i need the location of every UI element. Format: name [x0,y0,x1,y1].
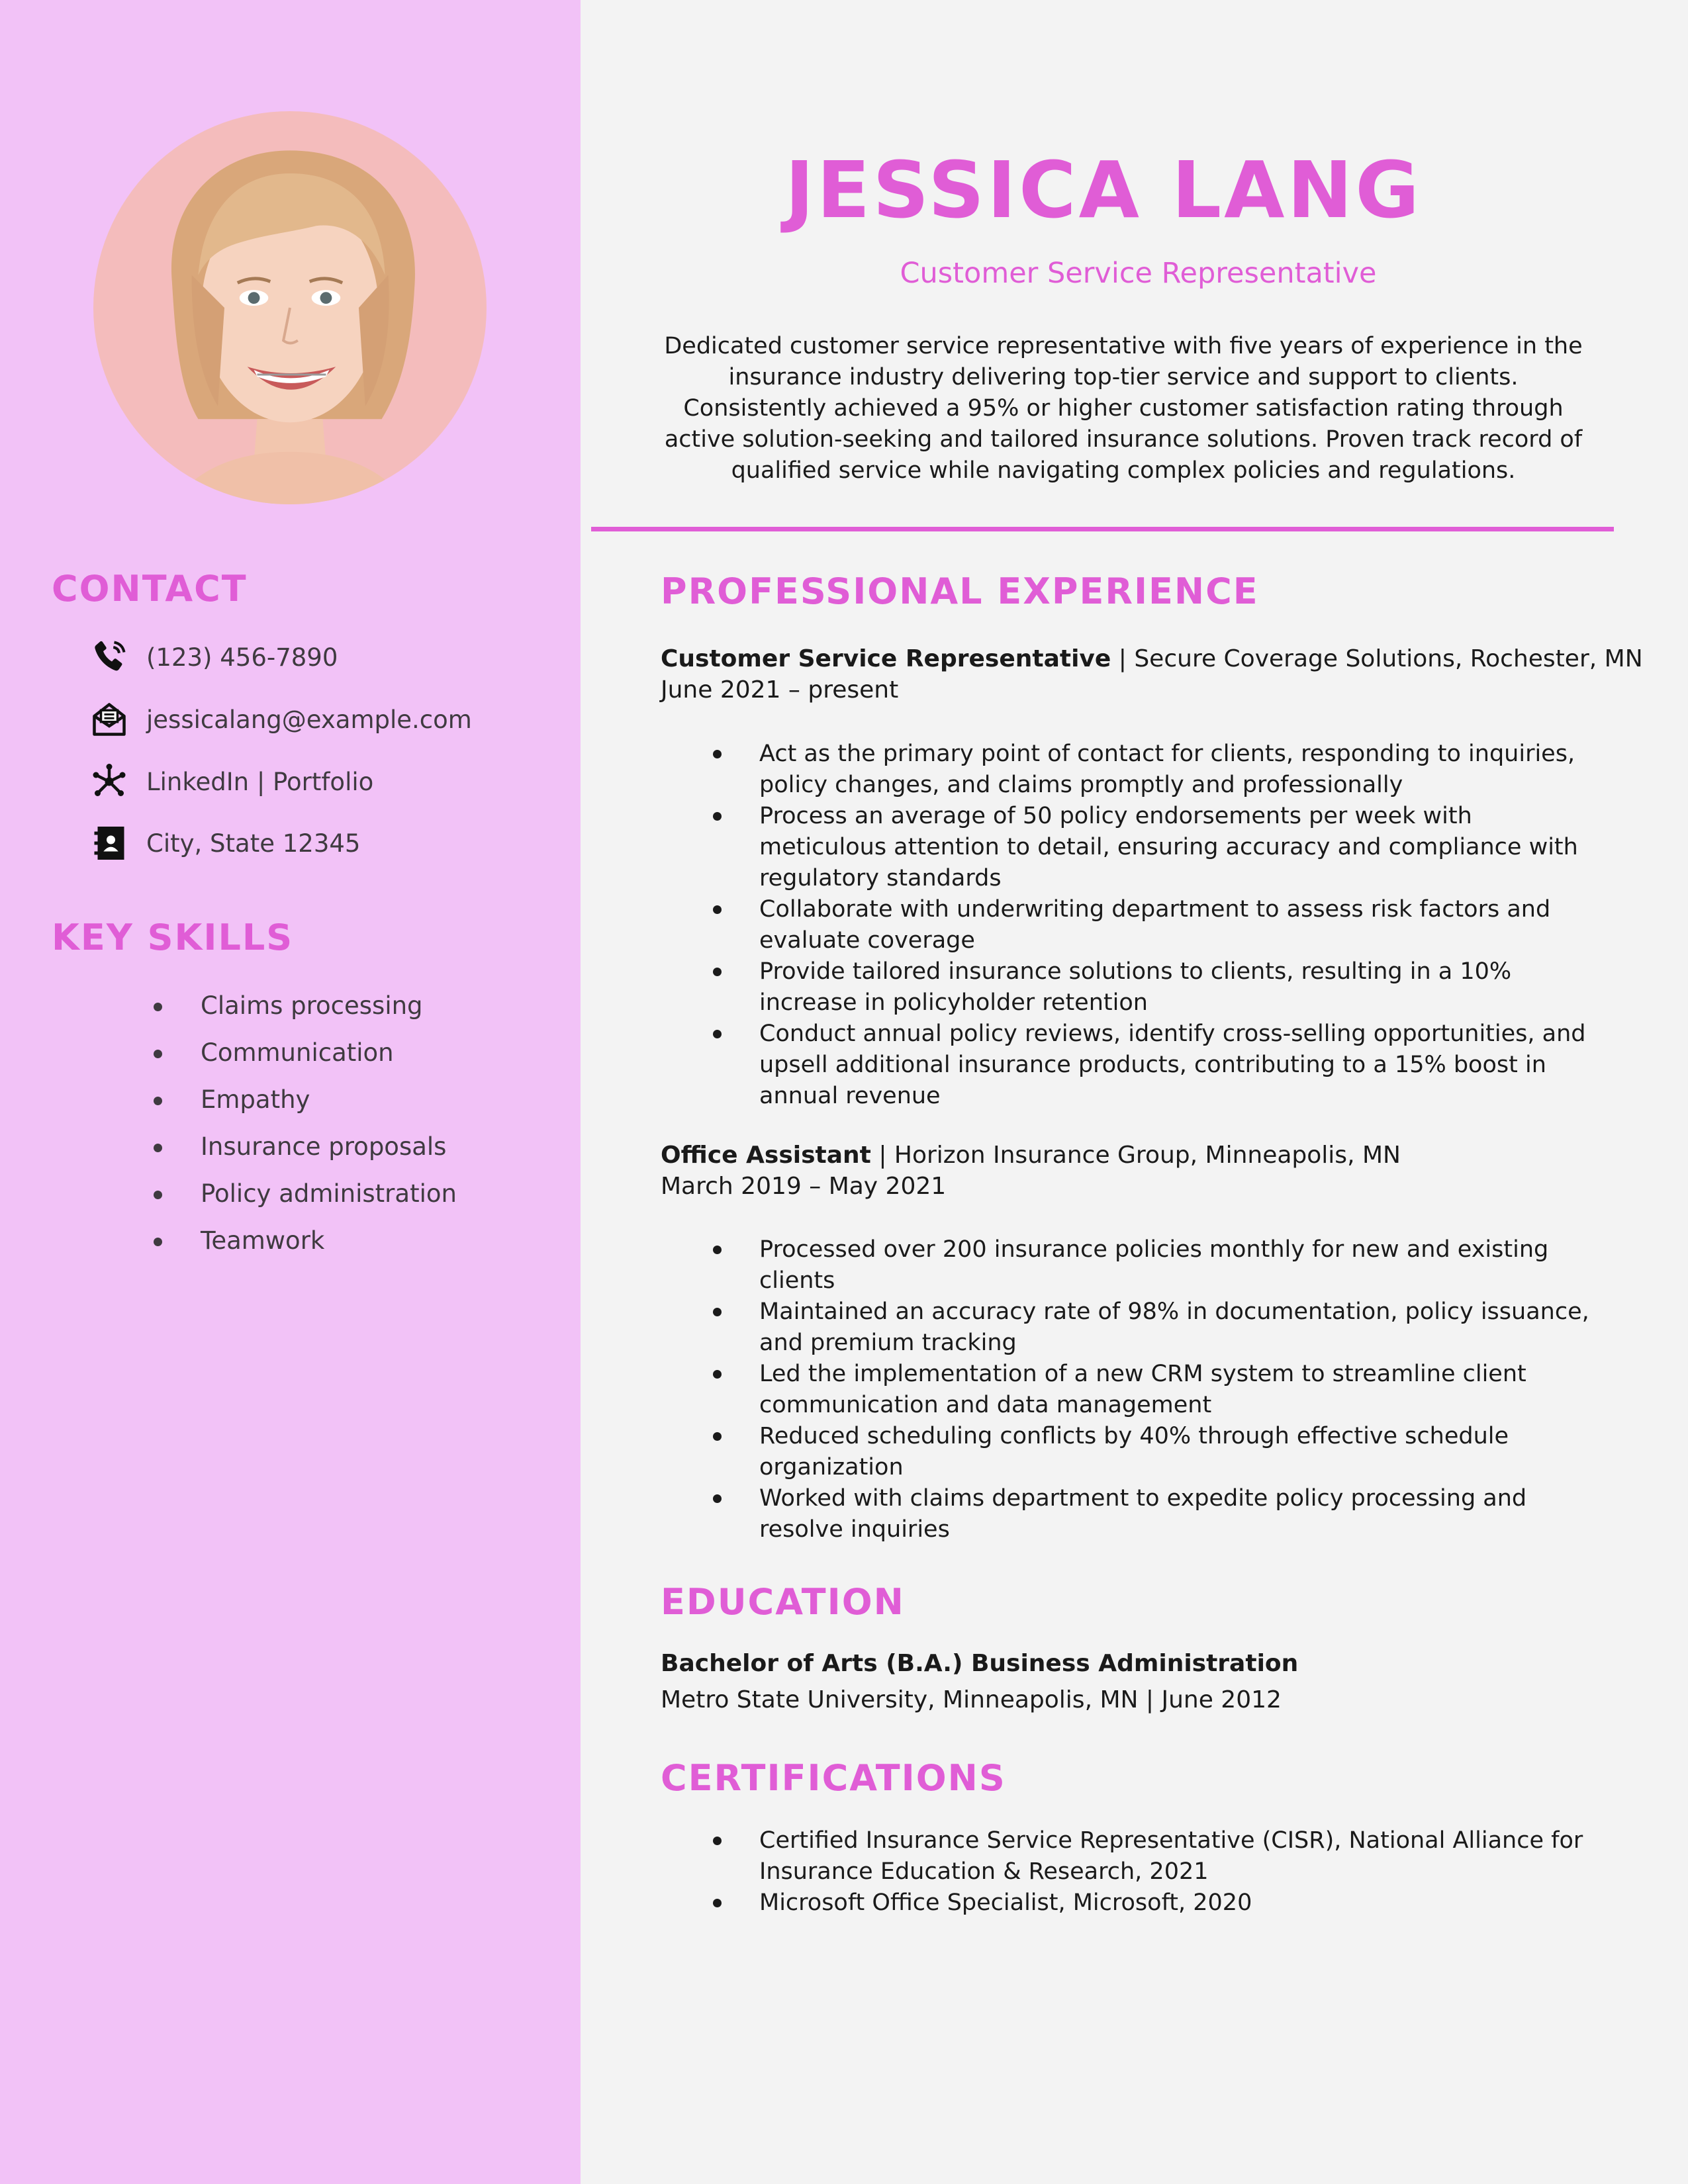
bullet-line: Processed over 200 insurance policies monthly for new and existing [759,1236,1549,1263]
bullet-line: communication and data management [759,1392,1212,1418]
certification-item [759,1825,1583,1888]
experience-heading: PROFESSIONAL EXPERIENCE [661,570,1259,612]
certification-item [759,1888,1583,1919]
job-bullet [759,801,1585,894]
bullet-line: annual revenue [759,1083,941,1109]
bullet-line: policy changes, and claims promptly and professionally [759,772,1403,798]
job-dates: March 2019 – May 2021 [661,1173,947,1200]
network-icon [89,762,129,801]
bullet-line: Worked with claims department to expedite policy processing and [759,1485,1527,1512]
job-company: | Horizon Insurance Group, Minneapolis, MN [870,1142,1401,1169]
bullet-line: increase in policyholder retention [759,989,1148,1016]
contact-links [89,762,373,801]
bullet-line: evaluate coverage [759,927,975,954]
bullet-line: Maintained an accuracy rate of 98% in documentation, policy issuance, [759,1298,1589,1325]
job-company: | Secure Coverage Solutions, Rochester, MN [1111,645,1643,672]
bullet-line: Certified Insurance Service Representative (CISR), National Alliance for [759,1827,1583,1854]
skill-item: Claims processing [151,986,457,1033]
bullet-line: Microsoft Office Specialist, Microsoft, 2020 [759,1889,1252,1916]
certifications-heading: CERTIFICATIONS [661,1757,1006,1799]
summary [657,331,1590,486]
bullet-line: upsell additional insurance products, contributing to a 15% boost in [759,1052,1546,1078]
job-bullets [759,739,1585,1112]
address-book-icon [89,823,129,863]
education-heading: EDUCATION [661,1581,905,1623]
email-text[interactable]: jessicalang@example.com [146,705,472,734]
bullet-line: Collaborate with underwriting department to assess risk factors and [759,896,1551,923]
job-bullet [759,1483,1589,1545]
bullet-line: meticulous attention to detail, ensuring accuracy and compliance with [759,834,1578,860]
job-bullets [759,1234,1589,1545]
job-dates: June 2021 – present [661,676,899,704]
contact-email [89,700,472,739]
bullet-line: organization [759,1454,904,1480]
job-bullet [759,956,1585,1019]
skill-item: Insurance proposals [151,1127,457,1174]
candidate-title: Customer Service Representative [900,257,1377,290]
sidebar [0,0,581,2184]
address-text: City, State 12345 [146,829,361,858]
job-title: Customer Service Representative [661,645,1111,672]
bullet-line: Provide tailored insurance solutions to clients, resulting in a 10% [759,958,1512,985]
bullet-line: clients [759,1267,835,1294]
bullet-line: Process an average of 50 policy endorsements per week with [759,803,1472,829]
contact-address [89,823,360,863]
summary-line: Dedicated customer service representative with five years of experience in the [664,333,1583,359]
profile-photo [93,111,487,504]
phone-icon [89,637,129,677]
bullet-line: resolve inquiries [759,1516,950,1543]
envelope-icon [89,700,129,739]
skill-item: Communication [151,1033,457,1080]
job-header [661,1140,1401,1171]
summary-line: qualified service while navigating complex policies and regulations. [731,457,1516,484]
job-title: Office Assistant [661,1142,871,1169]
job-bullet [759,894,1585,956]
contact-phone [89,637,338,677]
job-bullet [759,1297,1589,1359]
education-degree: Bachelor of Arts (B.A.) Business Administration [661,1650,1299,1677]
contact-heading: CONTACT [52,568,248,610]
links-text[interactable]: LinkedIn | Portfolio [146,767,374,796]
header-divider [591,527,1614,531]
job-bullet [759,739,1585,801]
bullet-line: Insurance Education & Research, 2021 [759,1858,1209,1885]
skill-item: Empathy [151,1080,457,1127]
summary-line: active solution-seeking and tailored insurance solutions. Proven track record of [664,426,1583,453]
phone-text: (123) 456-7890 [146,643,338,672]
summary-line: insurance industry delivering top-tier service and support to clients. [728,364,1519,390]
bullet-line: and premium tracking [759,1330,1017,1356]
skill-item: Teamwork [151,1221,457,1268]
summary-line: Consistently achieved a 95% or higher customer satisfaction rating through [683,395,1564,422]
bullet-line: regulatory standards [759,865,1002,891]
bullet-line: Led the implementation of a new CRM system to streamline client [759,1361,1526,1387]
skills-heading: KEY SKILLS [52,917,294,958]
job-bullet [759,1359,1589,1421]
education-school: Metro State University, Minneapolis, MN | June 2012 [661,1686,1282,1713]
bullet-line: Conduct annual policy reviews, identify cross-selling opportunities, and [759,1021,1586,1047]
profile-photo-illustration [93,111,487,504]
skills-list [151,986,457,1268]
job-bullet [759,1019,1585,1112]
job-bullet [759,1234,1589,1297]
main-content [581,0,1688,2184]
skill-item: Policy administration [151,1174,457,1221]
candidate-name: JESSICA LANG [784,144,1423,236]
job-bullet [759,1421,1589,1483]
job-header [661,643,1643,674]
bullet-line: Act as the primary point of contact for clients, responding to inquiries, [759,741,1575,767]
bullet-line: Reduced scheduling conflicts by 40% through effective schedule [759,1423,1509,1449]
certification-list [759,1825,1583,1919]
